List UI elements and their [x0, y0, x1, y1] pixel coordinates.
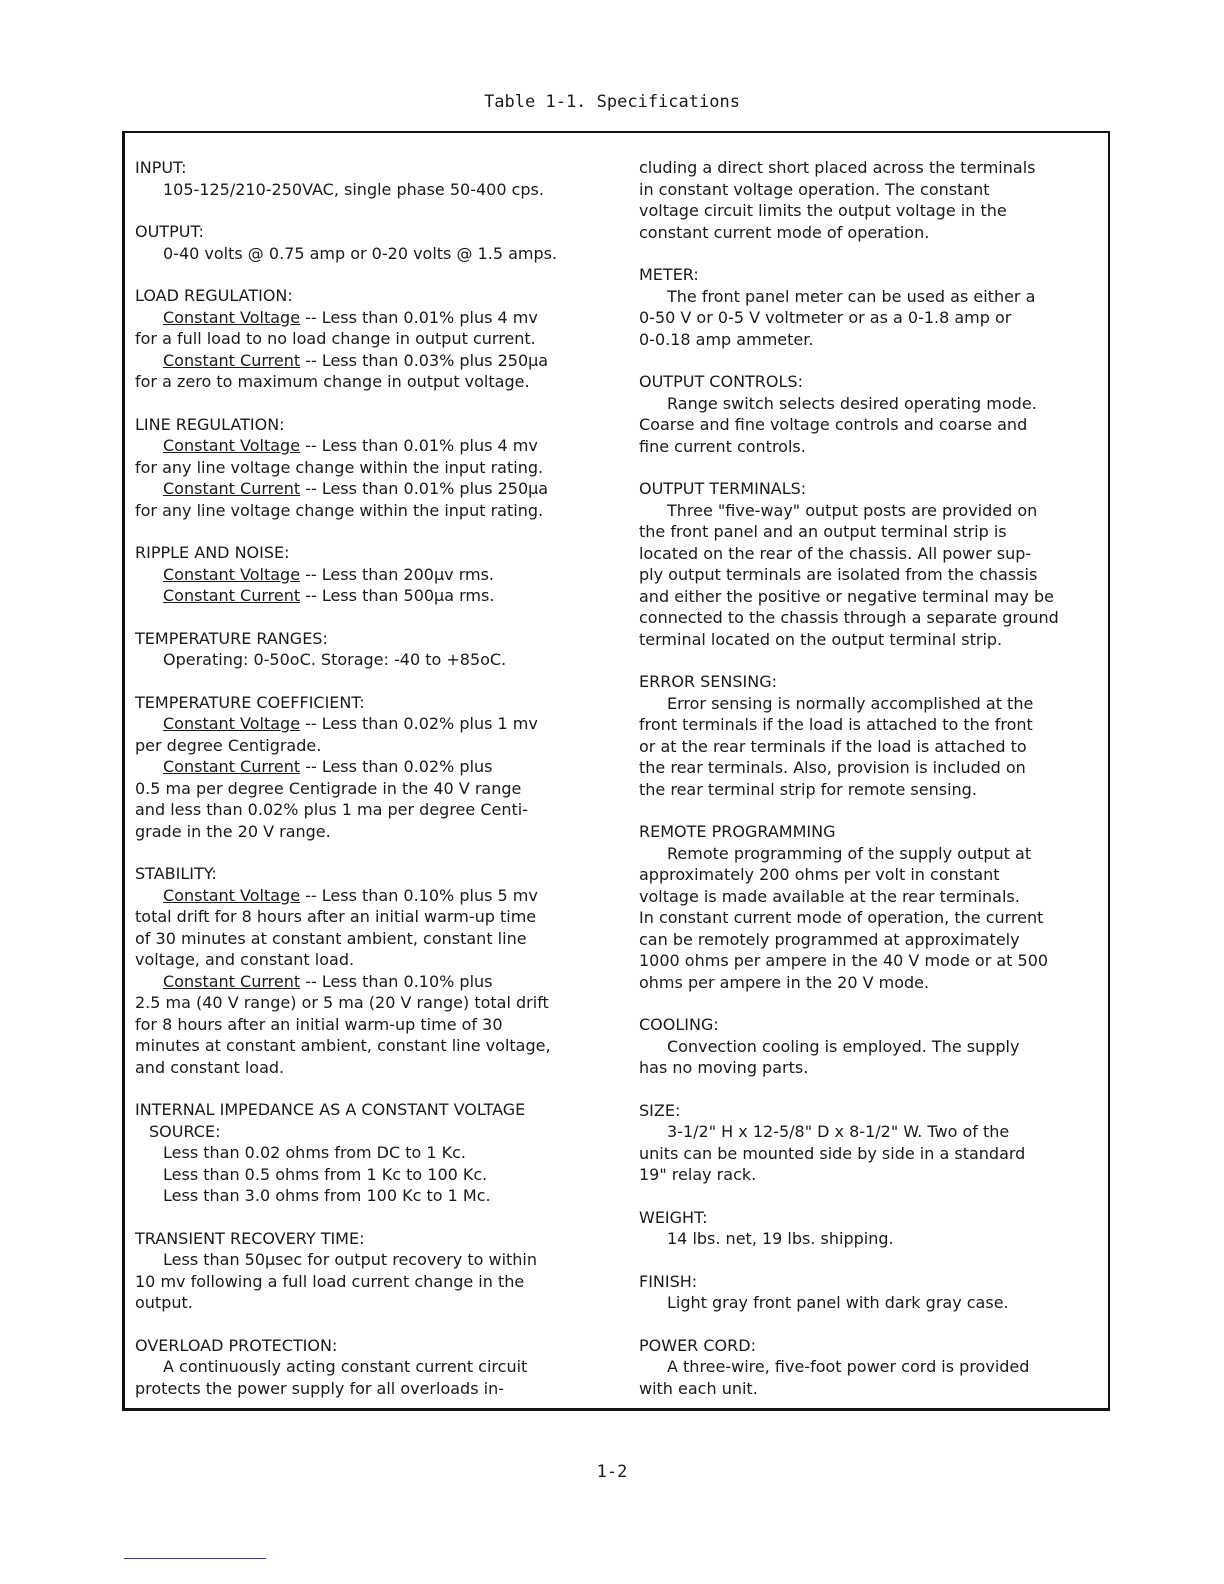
spec-line	[135, 971, 615, 993]
section-heading: LOAD REGULATION:	[135, 286, 293, 305]
spec-line: Less than 0.02 ohms from DC to 1 Kc.	[163, 1143, 467, 1162]
spec-line: Three "five-way" output posts are provided on	[667, 500, 1038, 520]
section-output-terminals	[639, 478, 1109, 650]
spec-line	[135, 478, 615, 500]
spec-line: In constant current mode of operation, the current	[639, 908, 1044, 927]
spec-line	[135, 585, 615, 607]
spec-line: has no moving parts.	[639, 1058, 809, 1077]
section-heading: TEMPERATURE RANGES:	[135, 628, 328, 648]
footer-rule	[124, 1558, 266, 1559]
spec-line: The front panel meter can be used as either a	[667, 286, 1036, 306]
section-weight	[639, 1207, 1109, 1250]
spec-line: and less than 0.02% plus 1 ma per degree Centi-	[135, 800, 528, 819]
section-heading: REMOTE PROGRAMMING	[639, 822, 836, 841]
table-title: Table 1-1. Specifications	[484, 92, 740, 112]
cv-label: Constant Voltage	[163, 307, 301, 327]
spec-line: voltage, and constant load.	[135, 950, 355, 969]
section-heading: INTERNAL IMPEDANCE AS A CONSTANT VOLTAGE	[135, 1100, 526, 1119]
spec-line: of 30 minutes at constant ambient, constant line	[135, 928, 527, 948]
spec-line	[135, 350, 615, 372]
spec-line: for 8 hours after an initial warm-up time of 30	[135, 1014, 503, 1034]
spec-line	[135, 756, 615, 778]
section-temperature-coefficient	[135, 692, 615, 843]
cc-text: -- Less than 0.03% plus 250μa	[300, 350, 549, 370]
spec-line	[135, 885, 615, 907]
section-internal-impedance	[135, 1099, 615, 1207]
section-heading: RIPPLE AND NOISE:	[135, 543, 290, 562]
section-temperature-ranges	[135, 628, 615, 671]
cc-label: Constant Current	[163, 586, 301, 605]
spec-line: 19" relay rack.	[639, 1165, 757, 1184]
spec-line: A continuously acting constant current circuit	[163, 1357, 528, 1376]
section-transient-recovery	[135, 1228, 615, 1314]
cv-label: Constant Voltage	[163, 436, 301, 455]
spec-line: Coarse and fine voltage controls and coarse and	[639, 415, 1028, 434]
spec-line: Less than 50μsec for output recovery to within	[163, 1250, 538, 1269]
section-heading: METER:	[639, 265, 699, 284]
cc-text: -- Less than 0.10% plus	[300, 971, 493, 991]
right-column	[639, 157, 1109, 1420]
spec-line: for a zero to maximum change in output voltage.	[135, 372, 530, 391]
section-heading: POWER CORD:	[639, 1335, 756, 1355]
spec-line: the rear terminal strip for remote sensing.	[639, 779, 977, 799]
spec-table-box	[122, 131, 1110, 1411]
section-finish	[639, 1271, 1109, 1314]
section-overload-continued	[639, 157, 1109, 243]
spec-line: approximately 200 ohms per volt in constant	[639, 865, 1000, 884]
spec-line: the rear terminals. Also, provision is included on	[639, 758, 1026, 777]
spec-line: total drift for 8 hours after an initial warm-up time	[135, 907, 537, 926]
spec-line: output.	[135, 1293, 193, 1312]
cc-text: -- Less than 0.02% plus	[300, 757, 493, 776]
spec-line: voltage is made available at the rear terminals.	[639, 886, 1020, 906]
section-heading: LINE REGULATION:	[135, 414, 285, 434]
spec-line: voltage circuit limits the output voltage in the	[639, 201, 1007, 220]
section-remote-programming	[639, 821, 1109, 993]
spec-line: 0-50 V or 0-5 V voltmeter or as a 0-1.8 amp or	[639, 308, 1012, 327]
cc-text: -- Less than 500μa rms.	[300, 586, 495, 605]
section-line-regulation	[135, 414, 615, 522]
spec-line	[135, 713, 615, 735]
section-heading: TRANSIENT RECOVERY TIME:	[135, 1228, 365, 1248]
section-heading: SIZE:	[639, 1100, 681, 1120]
spec-line: Operating: 0-50oC. Storage: -40 to +85oC.	[163, 650, 507, 669]
section-output	[135, 221, 615, 264]
section-size	[639, 1100, 1109, 1186]
section-ripple-noise	[135, 542, 615, 607]
spec-line: or at the rear terminals if the load is attached to	[639, 736, 1027, 756]
cv-label: Constant Voltage	[163, 564, 301, 584]
cv-text: -- Less than 200μv rms.	[300, 564, 495, 584]
cv-label: Constant Voltage	[163, 885, 301, 905]
spec-line: for any line voltage change within the input rating.	[135, 457, 544, 477]
section-load-regulation	[135, 285, 615, 393]
spec-line: for any line voltage change within the input rating.	[135, 500, 544, 520]
cv-text: -- Less than 0.10% plus 5 mv	[300, 885, 538, 905]
section-power-cord	[639, 1335, 1109, 1400]
section-heading: ERROR SENSING:	[639, 672, 778, 691]
section-stability	[135, 863, 615, 1078]
section-heading: INPUT:	[135, 158, 187, 177]
section-output-controls	[639, 371, 1109, 457]
spec-line: 10 mv following a full load current change in the	[135, 1271, 525, 1291]
spec-line: terminal located on the output terminal strip.	[639, 629, 1003, 649]
spec-line: protects the power supply for all overloads in-	[135, 1378, 504, 1398]
section-heading: OUTPUT TERMINALS:	[639, 479, 807, 498]
spec-line: cluding a direct short placed across the terminals	[639, 158, 1036, 177]
section-heading: FINISH:	[639, 1271, 698, 1291]
cc-label: Constant Current	[163, 971, 301, 991]
spec-line: with each unit.	[639, 1378, 758, 1398]
spec-line: and either the positive or negative terminal may be	[639, 586, 1054, 606]
spec-line: units can be mounted side by side in a standard	[639, 1143, 1026, 1163]
spec-line: front terminals if the load is attached to the front	[639, 715, 1033, 734]
section-heading: WEIGHT:	[639, 1207, 708, 1227]
spec-line: in constant voltage operation. The constant	[639, 179, 990, 199]
spec-line: 2.5 ma (40 V range) or 5 ma (20 V range) total drift	[135, 993, 549, 1012]
spec-line	[135, 435, 615, 457]
section-meter	[639, 264, 1109, 350]
left-column	[135, 157, 615, 1420]
section-heading: COOLING:	[639, 1015, 719, 1034]
spec-line	[135, 307, 615, 329]
section-heading: STABILITY:	[135, 864, 217, 883]
spec-line: ply output terminals are isolated from the chassis	[639, 565, 1038, 584]
spec-line: can be remotely programmed at approximately	[639, 929, 1020, 949]
spec-line: Convection cooling is employed. The supply	[667, 1036, 1020, 1056]
cv-text: -- Less than 0.01% plus 4 mv	[300, 436, 538, 455]
spec-line: Less than 3.0 ohms from 100 Kc to 1 Mc.	[163, 1186, 491, 1205]
cc-text: -- Less than 0.01% plus 250μa	[300, 479, 549, 498]
spec-line: 3-1/2" H x 12-5/8" D x 8-1/2" W. Two of the	[667, 1122, 1010, 1141]
cv-text: -- Less than 0.01% plus 4 mv	[300, 307, 538, 327]
spec-line: Range switch selects desired operating mode.	[667, 393, 1037, 413]
spec-line	[135, 564, 615, 586]
spec-line: Light gray front panel with dark gray case.	[667, 1293, 1009, 1312]
spec-line: Less than 0.5 ohms from 1 Kc to 100 Kc.	[163, 1164, 488, 1184]
spec-line: and constant load.	[135, 1057, 285, 1077]
spec-line: per degree Centigrade.	[135, 735, 322, 755]
spec-line: constant current mode of operation.	[639, 222, 930, 242]
section-heading: TEMPERATURE COEFFICIENT:	[135, 692, 365, 712]
section-heading: OUTPUT CONTROLS:	[639, 372, 803, 391]
spec-line: grade in the 20 V range.	[135, 821, 331, 841]
cv-label: Constant Voltage	[163, 714, 301, 733]
spec-line: 0-40 volts @ 0.75 amp or 0-20 volts @ 1.5 amps.	[163, 243, 558, 263]
spec-line: connected to the chassis through a separate ground	[639, 608, 1059, 627]
spec-line: the front panel and an output terminal strip is	[639, 522, 1007, 541]
spec-line: 14 lbs. net, 19 lbs. shipping.	[667, 1229, 894, 1248]
section-heading-cont: SOURCE:	[149, 1121, 221, 1141]
spec-line: fine current controls.	[639, 436, 806, 456]
spec-line: Remote programming of the supply output at	[667, 843, 1032, 863]
spec-line: ohms per ampere in the 20 V mode.	[639, 972, 930, 992]
page-number: 1-2	[596, 1462, 628, 1482]
spec-line: minutes at constant ambient, constant line voltage,	[135, 1036, 551, 1055]
section-error-sensing	[639, 671, 1109, 800]
spec-line: 1000 ohms per ampere in the 40 V mode or at 500	[639, 951, 1049, 970]
section-cooling	[639, 1014, 1109, 1079]
cc-label: Constant Current	[163, 350, 301, 370]
section-heading: OUTPUT:	[135, 222, 204, 241]
cc-label: Constant Current	[163, 757, 301, 776]
spec-line: Error sensing is normally accomplished at the	[667, 693, 1034, 713]
spec-line: for a full load to no load change in output current.	[135, 329, 536, 348]
spec-line: 0.5 ma per degree Centigrade in the 40 V range	[135, 778, 522, 798]
spec-line: located on the rear of the chassis. All power sup-	[639, 543, 1032, 563]
spec-line: 0-0.18 amp ammeter.	[639, 329, 814, 349]
cc-label: Constant Current	[163, 479, 301, 498]
section-input	[135, 157, 615, 200]
section-heading: OVERLOAD PROTECTION:	[135, 1335, 338, 1355]
spec-line: 105-125/210-250VAC, single phase 50-400 cps.	[163, 179, 544, 199]
section-overload-protection	[135, 1335, 615, 1400]
cv-text: -- Less than 0.02% plus 1 mv	[300, 714, 538, 733]
spec-line: A three-wire, five-foot power cord is provided	[667, 1357, 1030, 1376]
